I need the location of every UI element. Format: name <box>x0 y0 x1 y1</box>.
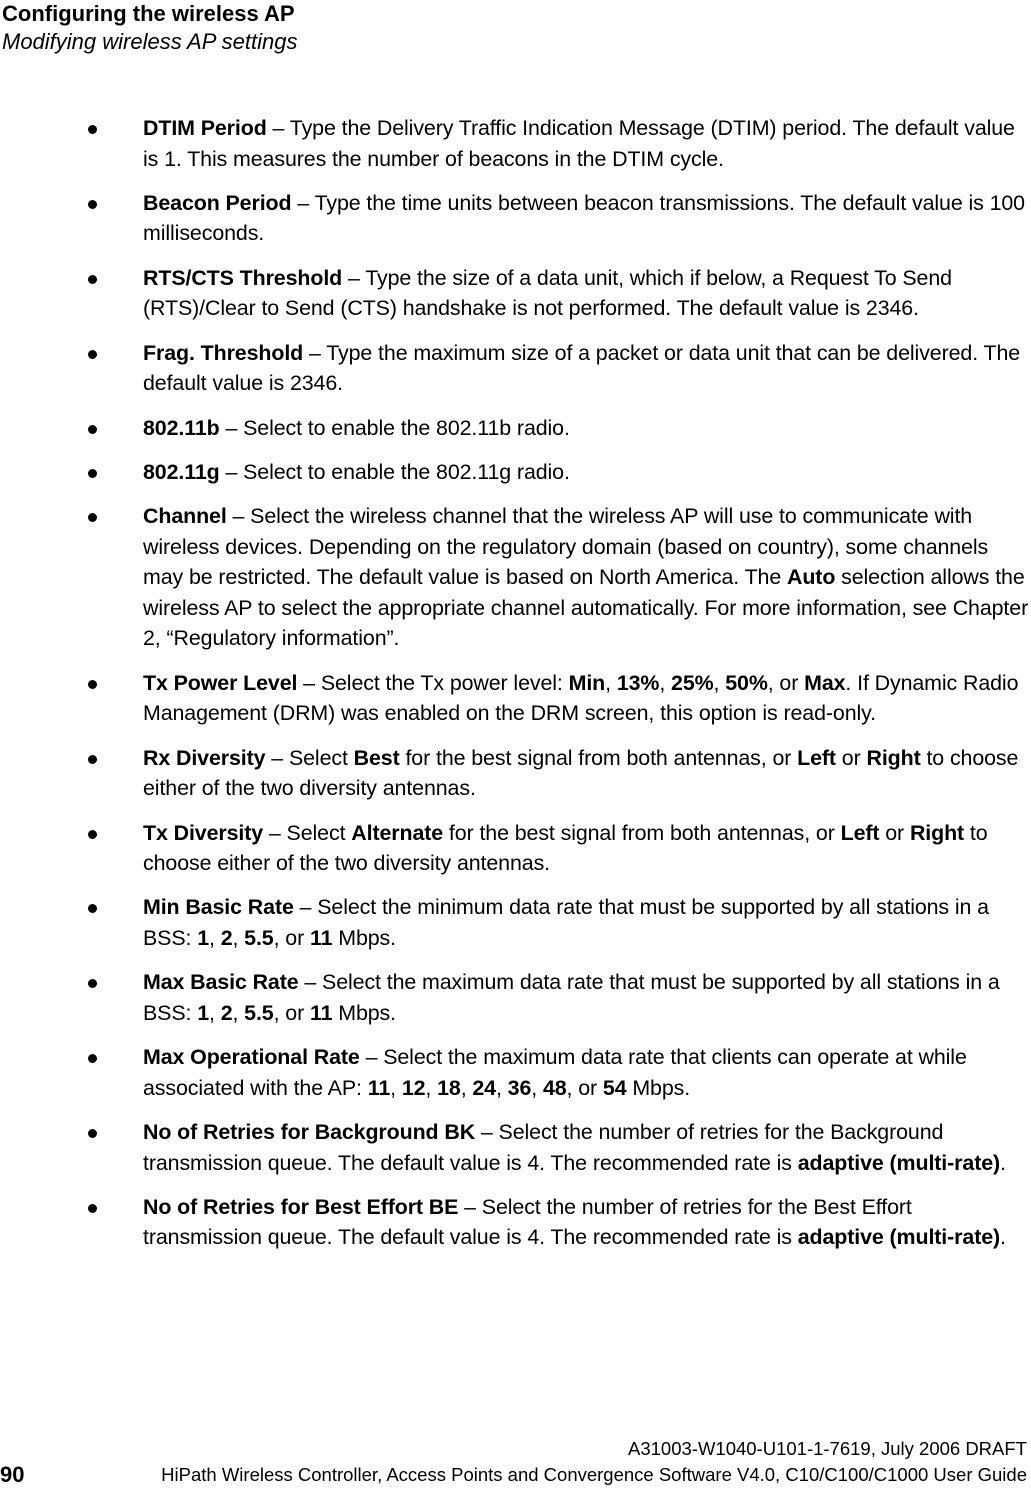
guide-title: HiPath Wireless Controller, Access Points and Convergence Software V4.0, C10/C100/C1000 User Guide <box>161 1464 1027 1485</box>
bullet-item <box>88 1192 1030 1253</box>
body-text: – Select <box>265 745 354 770</box>
bold-term: Left <box>840 820 880 845</box>
bullet-dot-icon <box>88 469 97 478</box>
section-subtitle: Modifying wireless AP settings <box>2 29 298 54</box>
body-text: Mbps. <box>332 925 396 950</box>
bullet-dot-icon <box>88 275 97 284</box>
bold-term: 802.11g <box>143 459 220 484</box>
body-text: selection allows the wireless AP to select the appropriate channel automatically. For more information, see Chapter 2, “Regulatory information”. <box>143 565 1029 651</box>
body-text: – Select to enable the 802.11g radio. <box>219 459 570 484</box>
body-text: , or <box>767 670 805 695</box>
document-id: A31003-W1040-U101-1-7619, July 2006 DRAFT <box>628 1438 1027 1459</box>
bullet-dot-icon <box>88 425 97 434</box>
body-text: – Select the wireless channel that the wireless AP will use to communicate with wireless devices. Depending on the regulatory domain (based on country), some channels may be restricted. The default value is based on North America. The <box>143 504 989 590</box>
bold-term: 1 <box>197 925 209 950</box>
body-text: – Type the Delivery Traffic Indication Message (DTIM) period. The default value is 1. This measures the number of beacons in the DTIM cycle. <box>143 116 1015 171</box>
body-text: – Type the size of a data unit, which if below, a Request To Send (RTS)/Clear to Send (CTS) handshake is not performed. The default value is 2346. <box>143 265 952 321</box>
page-number: 90 <box>0 1462 25 1487</box>
bullet-dot-icon <box>88 979 97 988</box>
body-text: , <box>659 670 672 695</box>
bullet-dot-icon <box>88 1204 97 1213</box>
bullet-dot-icon <box>88 1054 97 1063</box>
body-text: – Select the number of retries for the Best Effort transmission queue. The default value is 4. The recommended rate is <box>143 1194 912 1250</box>
bold-term: 12 <box>401 1075 426 1100</box>
body-text: , <box>460 1075 473 1100</box>
bold-term: Frag. Threshold <box>143 340 304 365</box>
bold-term: 50% <box>725 670 768 695</box>
bold-term: Rx Diversity <box>143 745 266 770</box>
bold-term: 48 <box>542 1075 567 1100</box>
body-text: , <box>232 1000 245 1025</box>
bold-term: 1 <box>197 1000 209 1025</box>
bold-term: No of Retries for Best Effort BE <box>143 1194 459 1219</box>
bullet-item <box>88 501 1030 654</box>
body-text: , or <box>566 1075 603 1100</box>
bold-term: adaptive (multi-rate) <box>797 1150 1001 1175</box>
bold-term: Auto <box>786 565 836 590</box>
body-text: – Select the number of retries for the Background transmission queue. The default value is 4. The recommended rate is <box>143 1120 944 1175</box>
body-text: , <box>531 1075 543 1100</box>
bold-term: Channel <box>143 504 227 529</box>
chapter-title: Configuring the wireless AP <box>2 1 295 26</box>
bullet-item <box>88 1117 1030 1178</box>
bullet-dot-icon <box>88 125 97 134</box>
bold-term: Tx Diversity <box>143 820 264 845</box>
body-text: , <box>425 1075 438 1100</box>
bullet-item <box>88 188 1030 249</box>
bold-term: 5.5 <box>244 1000 274 1025</box>
body-text: or <box>879 820 910 845</box>
body-text: – Select the maximum data rate that must be supported by all stations in a BSS: <box>143 970 1000 1025</box>
body-text: , or <box>273 925 310 950</box>
body-text: for the best signal from both antennas, or <box>399 745 798 770</box>
bullet-dot-icon <box>88 350 97 359</box>
body-text: – Select the maximum data rate that clients can operate at while associated with the AP: <box>143 1045 967 1100</box>
body-text: . <box>1000 1225 1006 1250</box>
bullet-dot-icon <box>88 830 97 839</box>
bold-term: 2 <box>220 925 233 950</box>
bold-term: 2 <box>220 1000 233 1025</box>
bold-term: Max Operational Rate <box>143 1045 360 1070</box>
bullet-dot-icon <box>88 904 97 913</box>
bullet-item <box>88 743 1030 804</box>
bullet-dot-icon <box>88 200 97 209</box>
bullet-item <box>88 263 1030 324</box>
bold-term: 25% <box>671 670 714 695</box>
bold-term: 24 <box>472 1075 496 1100</box>
bullet-item <box>88 892 1030 953</box>
bold-term: Max Basic Rate <box>143 970 299 995</box>
bold-term: Tx Power Level <box>143 670 298 695</box>
bullet-item <box>88 413 1030 444</box>
body-text: for the best signal from both antennas, or <box>443 820 841 845</box>
body-text: – Select the minimum data rate that must be supported by all stations in a BSS: <box>143 895 989 950</box>
body-text: . <box>1000 1150 1006 1175</box>
page-header <box>2 0 298 56</box>
bold-term: Left <box>797 745 836 770</box>
bullet-item <box>88 1042 1030 1103</box>
body-text: Mbps. <box>626 1075 691 1100</box>
body-text: or <box>835 745 867 770</box>
bold-term: 11 <box>309 1000 333 1025</box>
bold-term: Right <box>909 820 965 845</box>
body-text: , <box>232 925 245 950</box>
body-text: – Select the Tx power level: <box>297 670 569 695</box>
bold-term: Beacon Period <box>143 190 292 215</box>
bold-term: DTIM Period <box>143 116 267 140</box>
bold-term: Right <box>866 745 921 770</box>
bold-term: Min <box>568 670 606 695</box>
bold-term: 11 <box>309 925 333 950</box>
bold-term: 36 <box>507 1075 532 1100</box>
body-text: – Select to enable the 802.11b radio. <box>219 415 570 440</box>
page-footer <box>161 1436 1027 1488</box>
bullet-item <box>88 668 1030 729</box>
bold-term: Best <box>353 745 400 770</box>
bold-term: 11 <box>367 1075 391 1100</box>
body-text: , <box>209 925 221 950</box>
bold-term: 5.5 <box>244 925 274 950</box>
bold-term: 802.11b <box>143 415 220 440</box>
bullet-dot-icon <box>88 513 97 522</box>
body-text: , <box>390 1075 402 1100</box>
bullet-dot-icon <box>88 1129 97 1138</box>
bullet-item <box>88 113 1030 174</box>
bold-term: No of Retries for Background BK <box>143 1120 476 1145</box>
bullet-item <box>88 457 1030 488</box>
body-text: , or <box>273 1000 310 1025</box>
bold-term: Min Basic Rate <box>143 895 294 920</box>
bullet-item <box>88 967 1030 1028</box>
body-text: , <box>713 670 726 695</box>
body-text: , <box>209 1000 221 1025</box>
bullet-item <box>88 818 1030 879</box>
bullet-dot-icon <box>88 680 97 689</box>
body-text: to choose either of the two diversity antennas. <box>143 820 988 876</box>
body-text: Mbps. <box>332 1000 396 1025</box>
body-text: – Type the maximum size of a packet or data unit that can be delivered. The default value is 2346. <box>143 340 1021 396</box>
bold-term: Alternate <box>351 820 444 845</box>
settings-bullet-list <box>88 113 1030 1267</box>
bold-term: 13% <box>616 670 660 695</box>
body-text: , <box>495 1075 508 1100</box>
body-text: . If Dynamic Radio Management (DRM) was enabled on the DRM screen, this option is read-only. <box>143 670 1019 726</box>
bullet-item <box>88 338 1030 399</box>
bold-term: Max <box>804 670 846 695</box>
bullet-dot-icon <box>88 755 97 764</box>
bold-term: 18 <box>437 1075 461 1100</box>
body-text: – Type the time units between beacon transmissions. The default value is 100 milliseconds. <box>143 190 1025 246</box>
body-text: to choose either of the two diversity antennas. <box>143 745 1019 801</box>
body-text: , <box>605 670 617 695</box>
bold-term: adaptive (multi-rate) <box>797 1225 1001 1250</box>
bold-term: 54 <box>602 1075 627 1100</box>
bold-term: RTS/CTS Threshold <box>143 265 343 290</box>
body-text: – Select <box>263 820 352 845</box>
